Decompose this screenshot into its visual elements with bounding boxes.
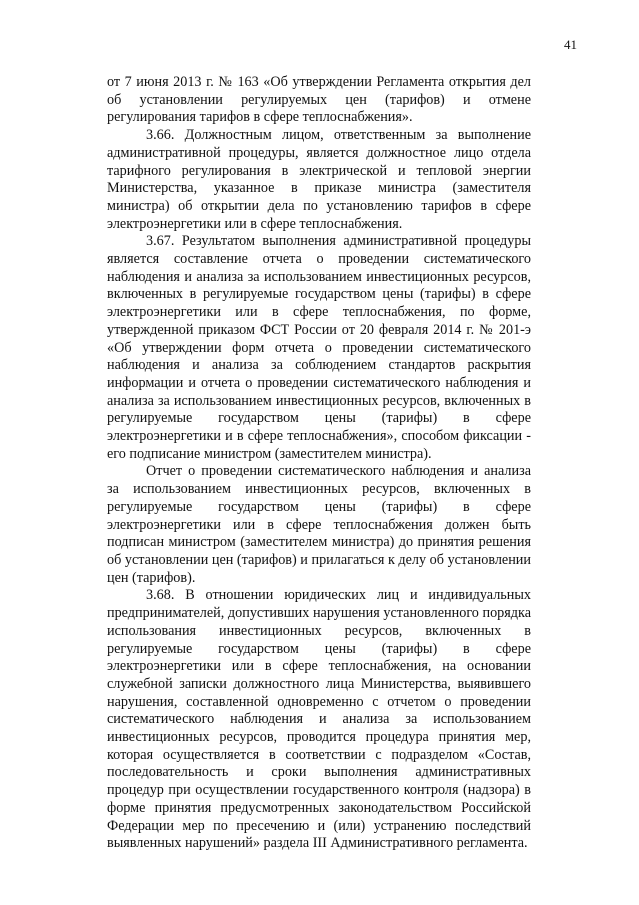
document-body: [107, 74, 531, 853]
paragraph-3-68: 3.68. В отношении юридических лиц и индивидуальных предпринимателей, допустивших нарушения установленного порядка использования инвестиционных ресурсов, включенных в регулируемые государством цены (тарифы) в сфере электроэнергетики или в сфере теплоснабжения, на основании служебной записки должностного лица Министерства, выявившего нарушения, составленной одновременно с отчетом о проведении систематического наблюдения и анализа за использованием инвестиционных ресурсов, проводится процедура принятия мер, которая осуществляется в соответствии с подразделом «Состав, последовательность и сроки выполнения административных процедур при осуществлении государственного контроля (надзора) в форме принятия предусмотренных законодательством Российской Федерации мер по пресечению и (или) устранению последствий выявленных нарушений» раздела III Административного регламента.: [107, 587, 531, 852]
paragraph-report-signing: Отчет о проведении систематического наблюдения и анализа за использованием инвестиционных ресурсов, включенных в регулируемые государством цены (тарифы) в сфере электроэнергетики или в сфере теплоснабжения должен быть подписан министром (заместителем министра) до принятия решения об установлении цен (тарифов) и прилагаться к делу об установлении цен (тарифов).: [107, 463, 531, 586]
paragraph-3-67: 3.67. Результатом выполнения административной процедуры является составление отчета о проведении систематического наблюдения и анализа за использованием инвестиционных ресурсов, включенных в регулируемые государством цены (тарифы) в сфере электроэнергетики или в сфере теплоснабжения, по форме, утвержденной приказом ФСТ России от 20 февраля 2014 г. № 201-э «Об утверждении форм отчета о проведении систематического наблюдения и анализа за соблюдением стандартов раскрытия информации и отчета о проведении систематического наблюдения и анализа за использованием инвестиционных ресурсов, включенных в регулируемые государством цены (тарифы) в сфере электроэнергетики и в сфере теплоснабжения», способом фиксации - его подписание министром (заместителем министра).: [107, 233, 531, 462]
page-number: 41: [564, 37, 577, 52]
paragraph-3-66: 3.66. Должностным лицом, ответственным за выполнение административной процедуры, является должностное лицо отдела тарифного регулирования в электрической и тепловой энергии Министерства, указанное в приказе министра (заместителя министра) об открытии дела по установлению тарифов в сфере электроэнергетики или в сфере теплоснабжения.: [107, 127, 531, 232]
paragraph-continuation: от 7 июня 2013 г. № 163 «Об утверждении Регламента открытия дел об установлении регулируемых цен (тарифов) и отмене регулирования тарифов в сфере теплоснабжения».: [107, 74, 531, 126]
